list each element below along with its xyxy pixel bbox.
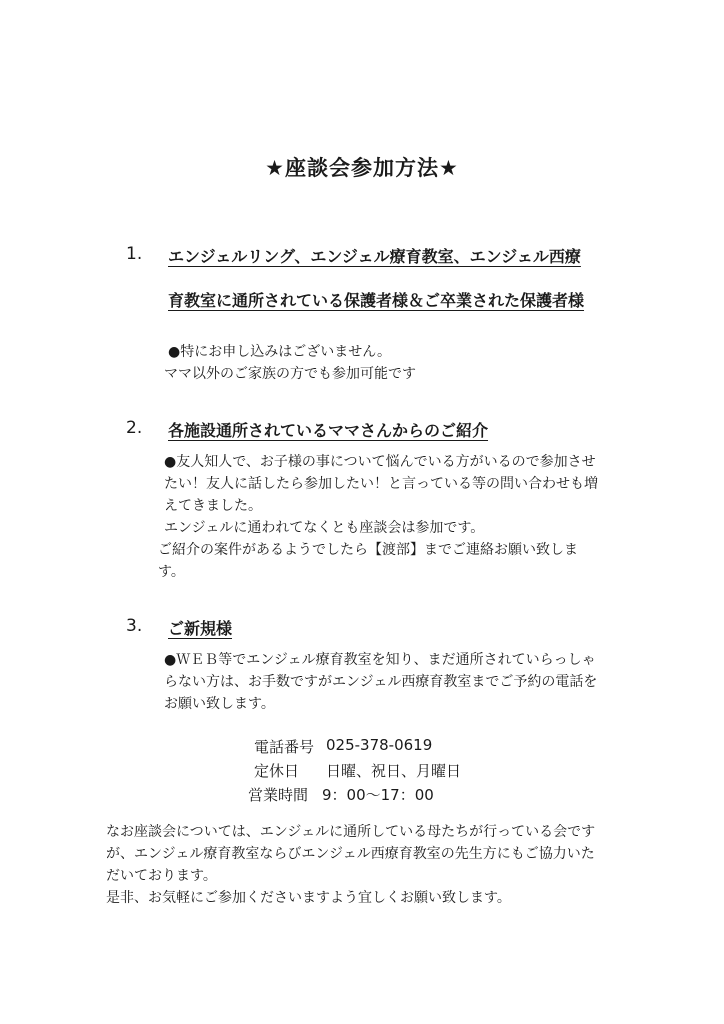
section-1-heading-line-2: 育教室に通所されている保護者様＆ご卒業された保護者様 [168, 291, 585, 310]
section-2-body-line-1: ●友人知人で、お子様の事について悩んでいる方がいるので参加させ [164, 454, 596, 470]
section-1-number: 1. [126, 244, 143, 264]
footer-line-2: が、エンジェル療育教室ならびエンジェル西療育教室の先生方にもご協力いた [106, 846, 595, 862]
section-1-heading-line-1: エンジェルリング、エンジェル療育教室、エンジェル西療 [168, 247, 581, 266]
section-2-body-line-5: ご紹介の案件があるようでしたら【渡部】までご連絡お願い致しま [158, 542, 578, 558]
holiday-value: 日曜、祝日、月曜日 [326, 762, 462, 780]
hours-value: 9：00〜17：00 [322, 786, 434, 804]
section-3-body-line-3: お願い致します。 [164, 696, 275, 712]
footer-line-4: 是非、お気軽にご参加くださいますよう宜しくお願い致します。 [106, 890, 511, 906]
footer-line-3: だいております。 [106, 868, 217, 884]
holiday-label: 定休日 [254, 762, 300, 780]
section-2-body-line-3: えてきました。 [164, 498, 262, 514]
phone-label: 電話番号 [254, 738, 315, 756]
page-title: ★座談会参加方法★ [265, 156, 459, 180]
section-3-heading: ご新規様 [168, 619, 233, 638]
section-2-body-line-6: す。 [158, 564, 185, 580]
hours-label: 営業時間 [248, 786, 309, 804]
section-1-body-line-1: ●特にお申し込みはございません。 [168, 344, 392, 360]
section-3-number: 3. [126, 616, 143, 636]
section-3-body-line-1: ●ＷＥＢ等でエンジェル療育教室を知り、まだ通所されていらっしゃ [164, 652, 596, 668]
section-2-body-line-4: エンジェルに通われてなくとも座談会は参加です。 [164, 520, 485, 536]
section-1-body-line-2: ママ以外のご家族の方でも参加可能です [164, 366, 416, 382]
section-2-number: 2. [126, 418, 143, 438]
section-2-body-line-2: たい！友人に話したら参加したい！と言っている等の問い合わせも増 [164, 476, 598, 492]
footer-line-1: なお座談会については、エンジェルに通所している母たちが行っている会です [106, 824, 596, 840]
section-2-heading: 各施設通所されているママさんからのご紹介 [168, 421, 489, 440]
section-3-body-line-2: らない方は、お手数ですがエンジェル西療育教室までご予約の電話を [164, 674, 598, 690]
phone-value: 025-378-0619 [326, 736, 433, 754]
